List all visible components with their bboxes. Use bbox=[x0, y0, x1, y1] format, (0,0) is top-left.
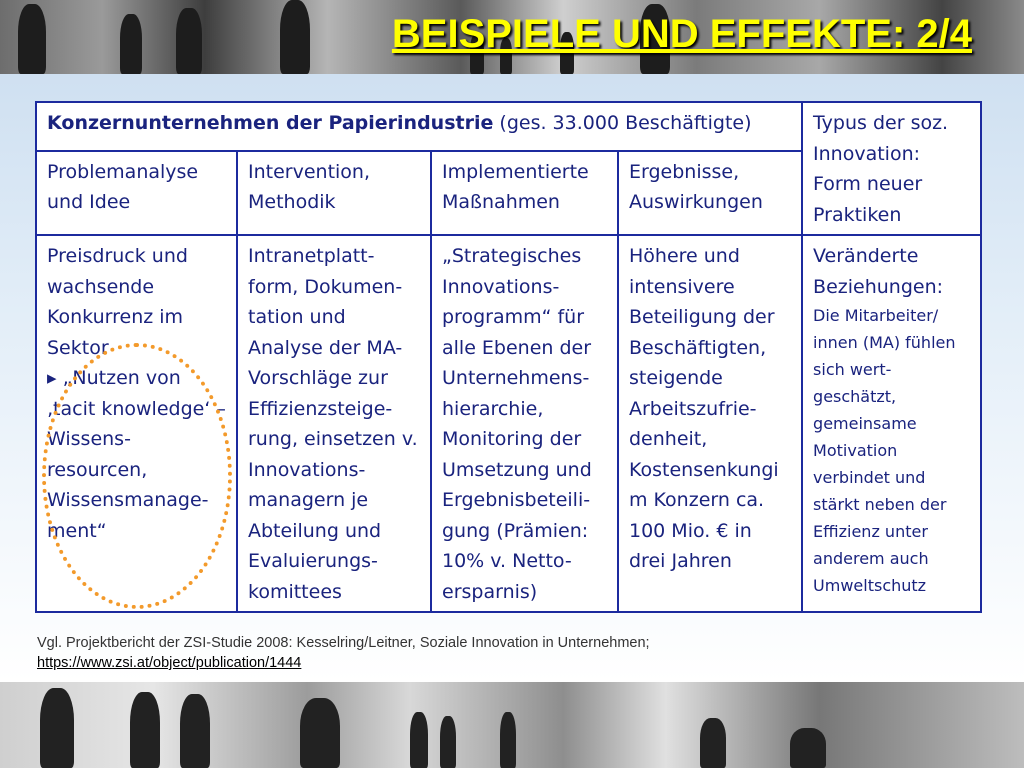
column-header-implemented: Implementierte Maßnahmen bbox=[431, 151, 618, 235]
footnote bbox=[37, 633, 650, 673]
cell-intervention: Intranetplatt-form, Dokumen-tation und Analyse der MA-Vorschläge zur Effizienzsteige-rung, einsetzen v. Innovations-managern je Abteilung und Evaluierungs-komittees bbox=[237, 235, 431, 612]
silhouette-figure bbox=[700, 718, 726, 768]
silhouette-figure bbox=[18, 4, 46, 74]
type-header-cell: Typus der soz. Innovation: Form neuer Praktiken bbox=[802, 102, 981, 235]
cell-type bbox=[802, 235, 981, 612]
column-header-intervention: Intervention, Methodik bbox=[237, 151, 431, 235]
table-header-row bbox=[36, 102, 981, 151]
table-row bbox=[36, 235, 981, 612]
column-header-results: Ergebnisse, Auswirkungen bbox=[618, 151, 802, 235]
cell-results: Höhere und intensivere Beteiligung der Beschäftigten, steigende Arbeitszufrie-denheit, Kostensenkungi m Konzern ca. 100 Mio. € in drei Jahren bbox=[618, 235, 802, 612]
silhouette-figure bbox=[130, 692, 160, 768]
company-header-bold: Konzernunternehmen der Papierindustrie bbox=[47, 112, 494, 134]
footnote-citation: Vgl. Projektbericht der ZSI-Studie 2008: Kesselring/Leitner, Soziale Innovation in Unternehmen; bbox=[37, 635, 650, 651]
company-header-rest: (ges. 33.000 Beschäftigte) bbox=[493, 112, 752, 134]
cell-problem bbox=[36, 235, 237, 612]
column-header-problem: Problemanalyse und Idee bbox=[36, 151, 237, 235]
type-text: Die Mitarbeiter/ innen (MA) fühlen sich wert-geschätzt, gemeinsame Motivation verbindet und stärkt neben der Effizienz unter anderem auch Umweltschutz bbox=[813, 306, 956, 595]
silhouette-figure bbox=[280, 0, 310, 74]
silhouette-figure bbox=[410, 712, 428, 768]
silhouette-figure bbox=[440, 716, 456, 768]
silhouette-figure bbox=[790, 728, 826, 768]
bottom-photo-strip bbox=[0, 682, 1024, 768]
slide-title: BEISPIELE UND EFFEKTE: 2/4 bbox=[391, 12, 972, 56]
cell-implemented: „Strategisches Innovations-programm“ für alle Ebenen der Unternehmens-hierarchie, Monitoring der Umsetzung und Ergebnisbeteili-gung (Prämien: 10% v. Netto-ersparnis) bbox=[431, 235, 618, 612]
silhouette-figure bbox=[120, 14, 142, 74]
footnote-link[interactable]: https://www.zsi.at/object/publication/1444 bbox=[37, 655, 302, 671]
innovation-table bbox=[35, 101, 982, 613]
problem-text: Preisdruck und wachsende Konkurrenz im Sektor bbox=[47, 245, 188, 359]
problem-bullet-text: ▸ „Nutzen von ‚tacit knowledge‘ – Wissens-resourcen, Wissensmanage-ment“ bbox=[47, 367, 226, 542]
company-header-cell bbox=[36, 102, 802, 151]
silhouette-figure bbox=[180, 694, 210, 768]
silhouette-figure bbox=[300, 698, 340, 768]
silhouette-figure bbox=[176, 8, 202, 74]
silhouette-figure bbox=[40, 688, 74, 768]
silhouette-figure bbox=[500, 712, 516, 768]
type-heading: Veränderte Beziehungen: bbox=[813, 245, 944, 298]
